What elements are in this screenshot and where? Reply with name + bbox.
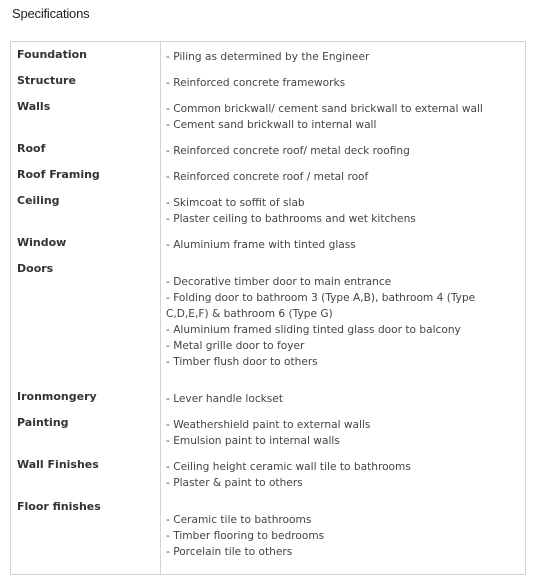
row-label-roof: Roof: [17, 142, 46, 155]
row-label-doors: Doors: [17, 262, 54, 275]
row-label-wall-finishes: Wall Finishes: [17, 458, 99, 471]
spec-line: - Decorative timber door to main entrance: [166, 276, 392, 288]
row-label-foundation: Foundation: [17, 48, 88, 61]
spec-line: - Porcelain tile to others: [166, 546, 293, 558]
row-label-floor-finishes: Floor finishes: [17, 500, 101, 513]
row-label-structure: Structure: [17, 74, 76, 87]
row-value-wall-finishes: [166, 459, 516, 491]
row-value-floor-finishes: [166, 512, 516, 560]
spec-line: - Cement sand brickwall to internal wall: [166, 119, 377, 131]
row-value-foundation: [166, 49, 516, 65]
spec-line: - Ceiling height ceramic wall tile to bathrooms: [166, 461, 411, 473]
row-value-ironmongery: [166, 391, 516, 407]
spec-line: - Timber flush door to others: [166, 356, 318, 368]
row-value-painting: [166, 417, 516, 449]
row-label-ceiling: Ceiling: [17, 194, 60, 207]
spec-line: - Weathershield paint to external walls: [166, 419, 371, 431]
spec-line: - Aluminium framed sliding tinted glass door to balcony: [166, 324, 461, 336]
spec-line: - Lever handle lockset: [166, 393, 283, 405]
row-value-roof: [166, 143, 516, 159]
spec-line: - Reinforced concrete frameworks: [166, 77, 346, 89]
spec-line: - Folding door to bathroom 3 (Type A,B), bathroom 4 (Type C,D,E,F) & bathroom 6 (Type G): [166, 292, 476, 320]
row-label-roof-framing: Roof Framing: [17, 168, 100, 181]
spec-line: - Common brickwall/ cement sand brickwall to external wall: [166, 103, 483, 115]
row-value-structure: [166, 75, 516, 91]
row-label-painting: Painting: [17, 416, 69, 429]
spec-line: - Reinforced concrete roof / metal roof: [166, 171, 369, 183]
spec-line: - Plaster ceiling to bathrooms and wet kitchens: [166, 213, 416, 225]
spec-line: - Skimcoat to soffit of slab: [166, 197, 305, 209]
row-value-roof-framing: [166, 169, 516, 185]
row-value-ceiling: [166, 195, 516, 227]
spec-line: - Plaster & paint to others: [166, 477, 303, 489]
spec-line: - Aluminium frame with tinted glass: [166, 239, 356, 251]
spec-line: - Timber flooring to bedrooms: [166, 530, 325, 542]
specifications-table: [10, 41, 526, 575]
spec-line: - Ceramic tile to bathrooms: [166, 514, 312, 526]
row-value-walls: [166, 101, 516, 133]
spec-line: - Piling as determined by the Engineer: [166, 51, 370, 63]
column-divider: [160, 42, 161, 574]
spec-line: - Metal grille door to foyer: [166, 340, 305, 352]
row-value-window: [166, 237, 516, 253]
page-title: Specifications: [12, 6, 90, 21]
row-label-window: Window: [17, 236, 67, 249]
spec-line: - Reinforced concrete roof/ metal deck roofing: [166, 145, 410, 157]
row-value-doors: [166, 274, 516, 370]
row-label-ironmongery: Ironmongery: [17, 390, 97, 403]
row-label-walls: Walls: [17, 100, 51, 113]
spec-line: - Emulsion paint to internal walls: [166, 435, 340, 447]
